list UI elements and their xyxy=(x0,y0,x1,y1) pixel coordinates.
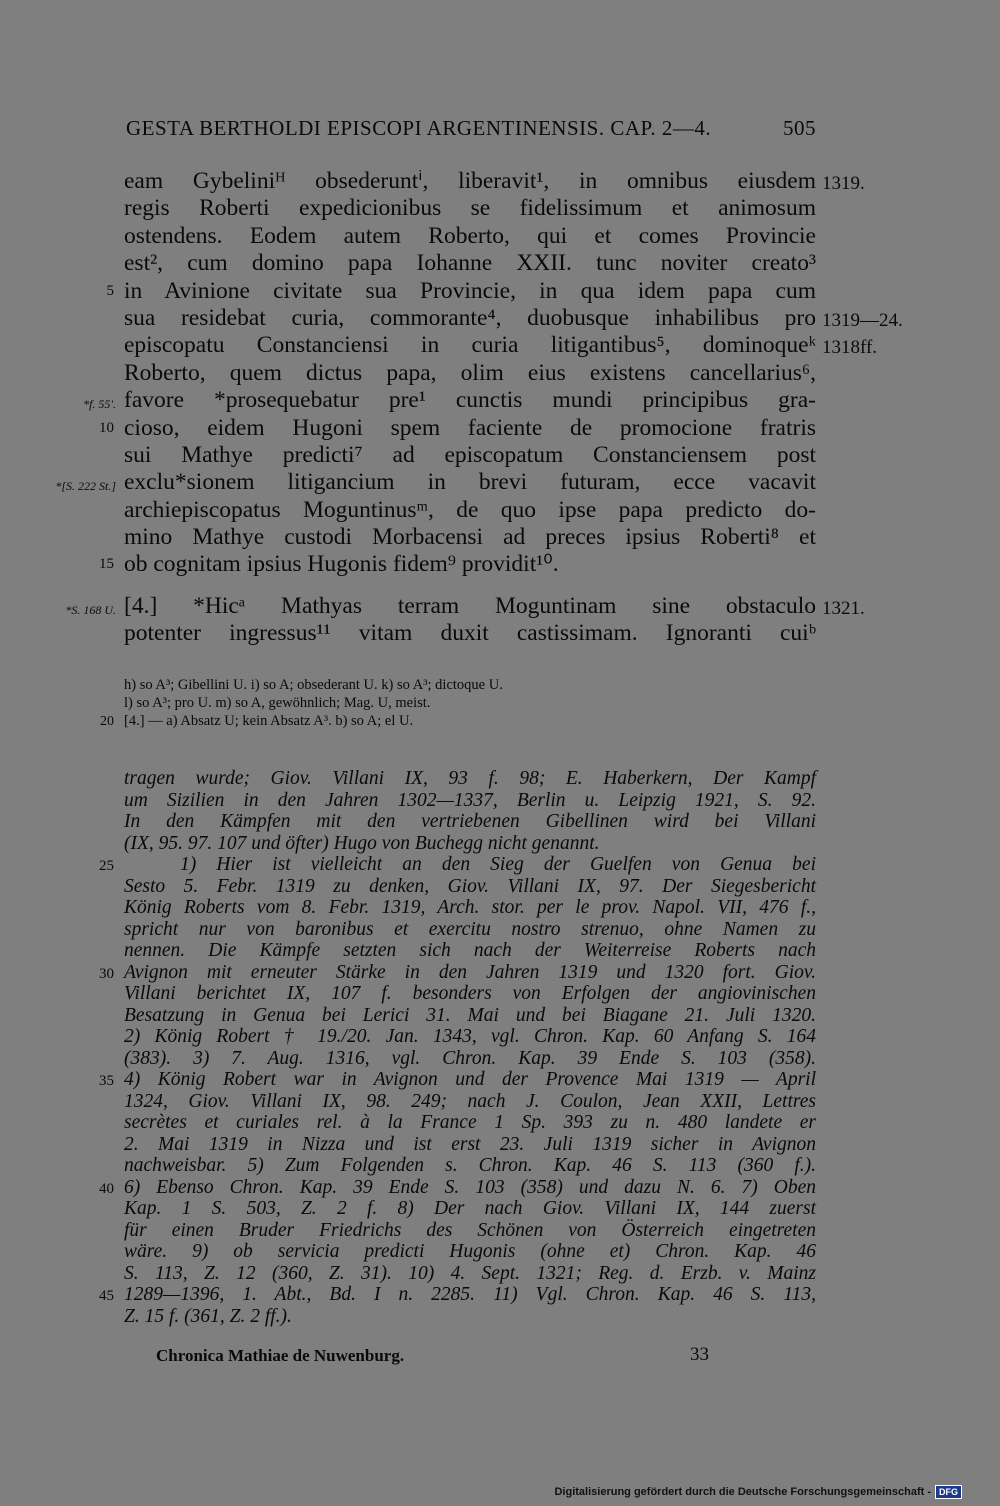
page-number: 505 xyxy=(783,116,816,140)
text-line xyxy=(65,592,865,620)
text-line xyxy=(106,277,816,305)
line-number: 15 xyxy=(99,556,114,573)
commentary-line xyxy=(99,1069,816,1091)
line-text: sua residebat curia, commorante⁴, duobusque inhabilibus pro xyxy=(124,304,816,331)
margin-year: 1318ff. xyxy=(822,337,878,359)
line-text: In den Kämpfen mit den vertriebenen Gibellinen wird bei Villani xyxy=(124,811,816,832)
commentary-line xyxy=(124,897,816,919)
line-text: König Roberts vom 8. Febr. 1319, Arch. stor. per le prov. Napol. VII, 476 f., xyxy=(124,897,816,918)
line-text: 2. Mai 1319 in Nizza und ist erst 23. Juli 1319 sicher in Avignon xyxy=(124,1133,816,1155)
line-text: tragen wurde; Giov. Villani IX, 93 f. 98; E. Haberkern, Der Kampf xyxy=(124,768,816,789)
text-line xyxy=(124,442,816,469)
text-line xyxy=(124,497,816,524)
commentary-line xyxy=(124,1306,816,1328)
commentary-line xyxy=(124,1134,816,1156)
paragraph-4 xyxy=(65,592,865,648)
sheet-number: 33 xyxy=(690,1344,709,1365)
line-text: h) so A³; Gibellini U. i) so A; obsederant U. k) so A³; dictoque U. xyxy=(124,677,503,693)
sheet-signature: Chronica Mathiae de Nuwenburg. xyxy=(156,1346,405,1365)
line-text: regis Roberti expedicionibus se fidelissimum et animosum xyxy=(124,195,816,222)
line-text: secrètes et curiales rel. à la France 1 Sp. 393 zu n. 480 landete er xyxy=(124,1112,816,1133)
line-text: Villani berichtet IX, 107 f. besonders von Erfolgen der angiovinischen xyxy=(124,983,816,1004)
line-number: 20 xyxy=(100,714,114,729)
line-text: S. 113, Z. 12 (360, Z. 31). 10) 4. Sept. 1321; Reg. d. Erzb. v. Mainz xyxy=(124,1262,816,1284)
line-text: archiepiscopatus Moguntinusᵐ, de quo ipse papa predicto do- xyxy=(124,496,816,523)
line-text: in Avinione civitate sua Provincie, in qua idem papa cum xyxy=(124,277,816,304)
commentary-line xyxy=(124,1241,816,1263)
dfg-logo-icon: DFG xyxy=(935,1485,962,1499)
line-number: 35 xyxy=(99,1073,114,1089)
commentary-line xyxy=(124,1155,816,1177)
line-text: ob cognitam ipsius Hugonis fidem⁹ providit¹⁰. xyxy=(124,551,559,578)
line-number: 40 xyxy=(99,1180,114,1197)
line-text: potenter ingressus¹¹ vitam duxit castissimam. Ignoranti cuiᵇ xyxy=(124,620,816,647)
text-line xyxy=(99,414,816,442)
margin-reference: *f. 55'. xyxy=(83,397,116,412)
line-text: l) so A³; pro U. m) so A, gewöhnlich; Mag. U, meist. xyxy=(124,695,431,711)
commentary-line xyxy=(124,919,816,941)
line-text: wäre. 9) ob servicia predicti Hugonis (ohne et) Chron. Kap. 46 xyxy=(124,1241,816,1262)
credit-text: Digitalisierung gefördert durch die Deutsche Forschungsgemeinschaft - xyxy=(554,1486,931,1498)
line-text: für einen Bruder Friedrichs des Schönen von Österreich eingetreten xyxy=(124,1219,816,1241)
commentary-line xyxy=(124,1112,816,1134)
commentary-line xyxy=(124,1048,816,1070)
running-header xyxy=(126,116,816,141)
commentary-line xyxy=(124,1026,816,1048)
line-text: 2) König Robert † 19./20. Jan. 1343, vgl. Chron. Kap. 60 Anfang S. 164 xyxy=(124,1026,816,1047)
line-number: 45 xyxy=(99,1288,114,1304)
margin-year: 1321. xyxy=(822,597,865,619)
commentary-line xyxy=(124,940,816,962)
text-line xyxy=(124,620,816,647)
commentary-line xyxy=(124,1220,816,1242)
line-text: cioso, eidem Hugoni spem faciente de promocione fratris xyxy=(124,414,816,441)
line-text: ostendens. Eodem autem Roberto, qui et comes Provincie xyxy=(124,222,816,249)
margin-reference: *[S. 222 St.] xyxy=(55,479,116,494)
commentary-line xyxy=(124,1198,816,1220)
line-text: Besatzung in Genua bei Lerici 31. Mai und bei Biagane 21. Juli 1320. xyxy=(124,1004,816,1026)
running-title: GESTA BERTHOLDI EPISCOPI ARGENTINENSIS. CAP. 2—4. xyxy=(126,116,712,140)
line-text: episcopatu Constanciensi in curia litigantibus⁵, dominoqueᵏ xyxy=(124,332,816,359)
line-text: mino Mathye custodi Morbacensi ad preces ipsius Roberti⁸ et xyxy=(124,524,816,551)
line-text: eam Gybeliniᴴ obsederuntⁱ, liberavit¹, in omnibus eiusdem xyxy=(124,168,816,194)
line-text: Avignon mit erneuter Stärke in den Jahren 1319 und 1320 fort. Giov. xyxy=(124,961,816,983)
line-text: 4) König Robert war in Avignon und der Provence Mai 1319 — April xyxy=(124,1069,816,1090)
variant-note xyxy=(124,676,816,694)
commentary-line xyxy=(99,854,816,876)
line-text: [4.] — a) Absatz U; kein Absatz A³. b) so A; el U. xyxy=(124,713,414,729)
variant-note xyxy=(100,712,816,730)
variant-note xyxy=(124,694,816,712)
text-line xyxy=(124,195,816,222)
paragraph-gap xyxy=(124,579,816,593)
line-text: Kap. 1 S. 503, Z. 2 f. 8) Der nach Giov. Villani IX, 144 zuerst xyxy=(124,1198,816,1219)
commentary-line xyxy=(99,1176,816,1199)
line-text: Roberto, quem dictus papa, olim eius existens cancellarius⁶, xyxy=(124,359,816,386)
line-number: 25 xyxy=(99,858,114,874)
commentary-line xyxy=(124,876,816,898)
commentary-line xyxy=(124,768,816,790)
text-line xyxy=(124,223,816,250)
margin-year: 1319. xyxy=(822,173,865,194)
text-line xyxy=(124,360,816,387)
margin-year: 1319—24. xyxy=(822,309,903,331)
main-text xyxy=(55,168,903,648)
line-number: 10 xyxy=(99,419,114,436)
text-line xyxy=(124,168,865,195)
text-line xyxy=(124,250,816,277)
margin-reference: *S. 168 U. xyxy=(65,602,116,617)
line-text: [4.] *Hicᵃ Mathyas terram Moguntinam sine obstaculo xyxy=(124,592,816,619)
line-text: um Sizilien in den Jahren 1302—1337, Berlin u. Leipzig 1921, S. 92. xyxy=(124,789,816,811)
line-text: (IX, 95. 97. 107 und öfter) Hugo von Buchegg nicht genannt. xyxy=(124,832,600,854)
critical-apparatus xyxy=(100,676,816,730)
commentary-line xyxy=(124,1005,816,1027)
line-text: favore *prosequebatur pre¹ cunctis mundi principibus gra- xyxy=(124,387,816,414)
commentary-line xyxy=(124,1091,816,1113)
text-line xyxy=(124,524,816,551)
digitization-credit xyxy=(554,1484,962,1500)
text-line xyxy=(83,387,816,414)
text-line xyxy=(55,469,816,496)
line-text: nennen. Die Kämpfe setzten sich nach der Weiterreise Roberts nach xyxy=(124,940,816,961)
text-line xyxy=(99,551,816,578)
line-text: nachweisbar. 5) Zum Folgenden s. Chron. Kap. 46 S. 113 (360 f.). xyxy=(124,1155,816,1176)
paragraph-3 xyxy=(55,168,903,579)
commentary-line xyxy=(124,790,816,812)
line-text: sui Mathye predicti⁷ ad episcopatum Constanciensem post xyxy=(124,441,816,468)
line-number: 30 xyxy=(99,965,114,982)
line-text: 6) Ebenso Chron. Kap. 39 Ende S. 103 (358) und dazu N. 6. 7) Oben xyxy=(124,1176,816,1198)
line-text: 1) Hier ist vielleicht an den Sieg der Guelfen von Genua bei xyxy=(180,854,816,875)
line-text: Sesto 5. Febr. 1319 zu denken, Giov. Villani IX, 97. Der Siegesbericht xyxy=(124,875,816,897)
commentary-notes xyxy=(99,768,816,1327)
line-text: est², cum domino papa Iohanne XXII. tunc noviter creato³ xyxy=(124,250,816,277)
commentary-line xyxy=(124,833,816,855)
commentary-line xyxy=(99,961,816,984)
line-number: 5 xyxy=(106,282,114,299)
line-text: exclu*sionem litigancium in brevi futuram, ecce vacavit xyxy=(124,469,816,496)
line-text: 1289—1396, 1. Abt., Bd. I n. 2285. 11) Vgl. Chron. Kap. 46 S. 113, xyxy=(124,1284,816,1305)
line-text: (383). 3) 7. Aug. 1316, vgl. Chron. Kap. 39 Ende S. 103 (358). xyxy=(124,1047,816,1069)
commentary-line xyxy=(99,1284,816,1306)
text-line xyxy=(124,332,878,359)
line-text: Z. 15 f. (361, Z. 2 ff.). xyxy=(124,1305,292,1327)
line-text: spricht nur von baronibus et exercitu nostro strenuo, ohne Namen zu xyxy=(124,918,816,940)
text-line xyxy=(124,304,903,332)
commentary-line xyxy=(124,1263,816,1285)
commentary-line xyxy=(124,811,816,833)
commentary-line xyxy=(124,983,816,1005)
line-text: 1324, Giov. Villani IX, 98. 249; nach J. Coulon, Jean XXII, Lettres xyxy=(124,1090,816,1112)
